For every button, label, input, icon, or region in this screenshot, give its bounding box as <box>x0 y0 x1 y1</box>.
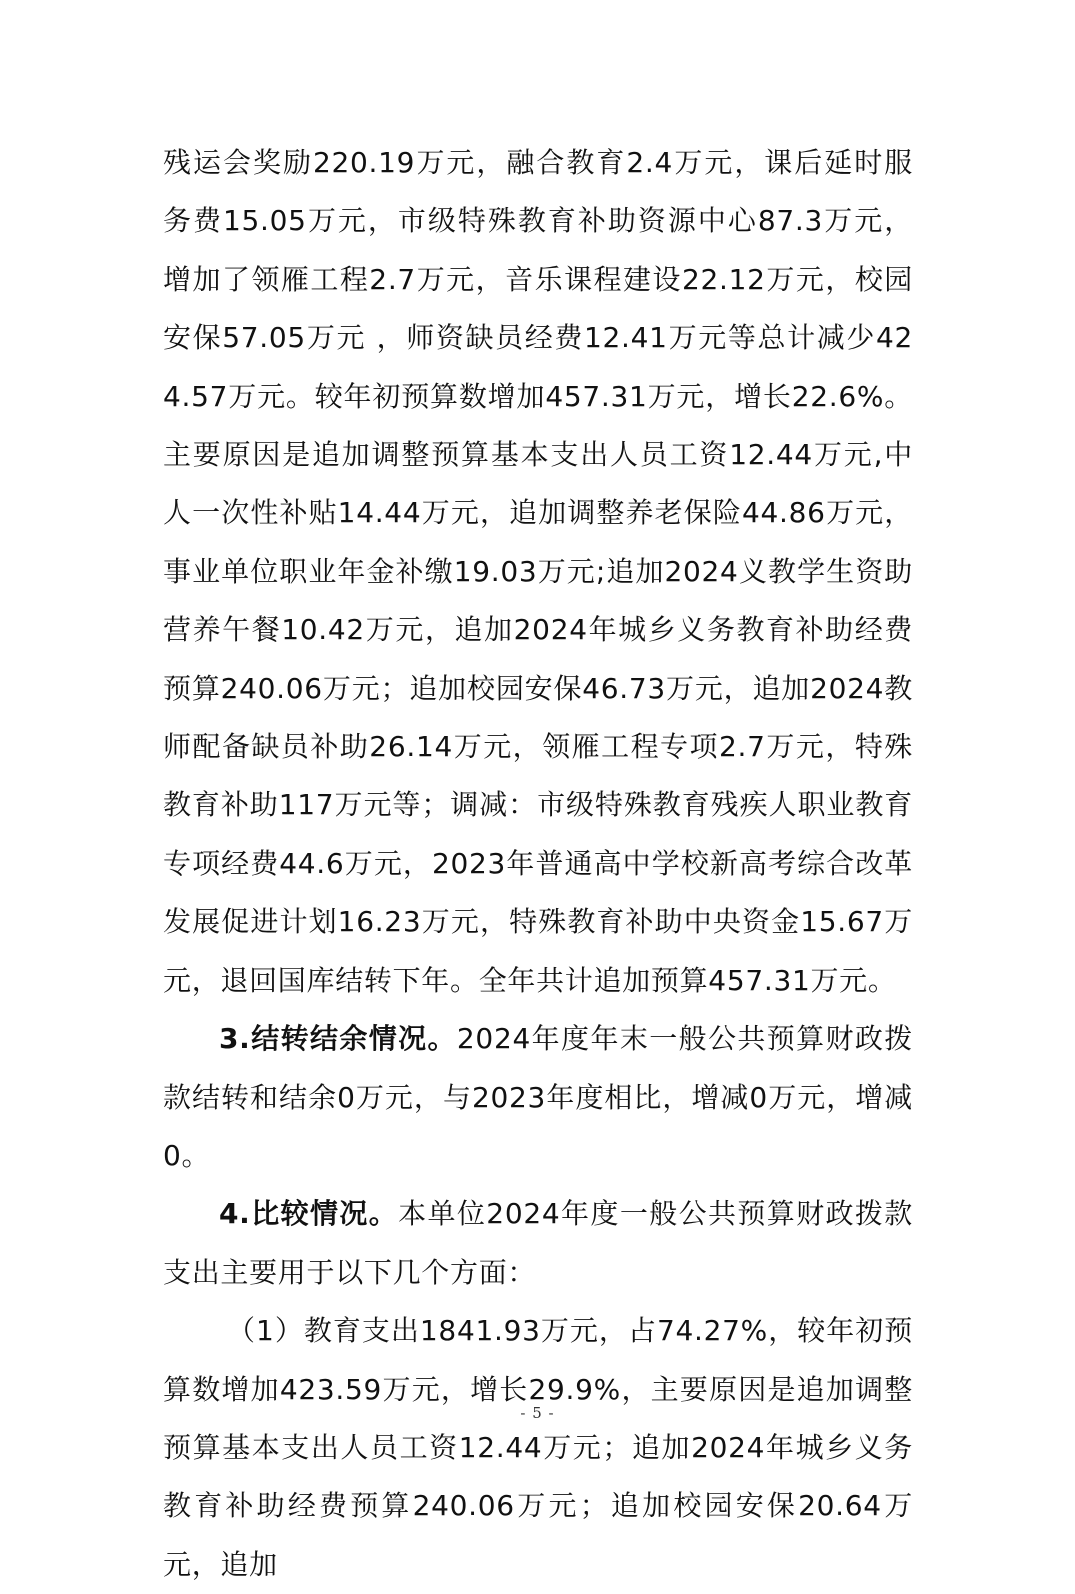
paragraph-continuation: 残运会奖励220.19万元，融合教育2.4万元，课后延时服务费15.05万元，市级特殊教育补助资源中心87.3万元，增加了领雁工程2.7万元，音乐课程建设22.12万元，校园安保57.05万元 ，师资缺员经费12.41万元等总计减少424.57万元。较年初预算数增加457.31万元，增长22.6%。主要原因是追加调整预算基本支出人员工资12.44万元,中人一次性补贴14.44万元，追加调整养老保险44.86万元，事业单位职业年金补缴19.03万元;追加2024义教学生资助营养午餐10.42万元，追加2024年城乡义务教育补助经费预算240.06万元；追加校园安保46.73万元，追加2024教师配备缺员补助26.14万元，领雁工程专项2.7万元，特殊教育补助117万元等；调减：市级特殊教育残疾人职业教育专项经费44.6万元，2023年普通高中学校新高考综合改革发展促进计划16.23万元，特殊教育补助中央资金15.67万元，退回国库结转下年。全年共计追加预算457.31万元。 <box>163 146 913 997</box>
paragraph-carryover-balance <box>163 1010 913 1185</box>
paragraph-text: 本单位2024年度一般公共预算财政拨款支出主要用于以下几个方面： <box>163 1197 913 1289</box>
paragraph-text: 2024年度年末一般公共预算财政拨款结转和结余0万元，与2023年度相比，增减0万元，增减0。 <box>163 1022 913 1172</box>
section-heading-comparison: 4.比较情况。 <box>219 1197 399 1231</box>
page-number: - 5 - <box>520 1404 555 1422</box>
document-body <box>163 134 913 1594</box>
paragraph-education-expense: （1）教育支出1841.93万元，占74.27%，较年初预算数增加423.59万元，增长29.9%，主要原因是追加调整预算基本支出人员工资12.44万元；追加2024年城乡义务教育补助经费预算240.06万元；追加校园安保20.64万元，追加 <box>163 1314 913 1581</box>
section-heading-carryover: 3.结转结余情况。 <box>219 1022 457 1056</box>
paragraph-comparison <box>163 1185 913 1302</box>
